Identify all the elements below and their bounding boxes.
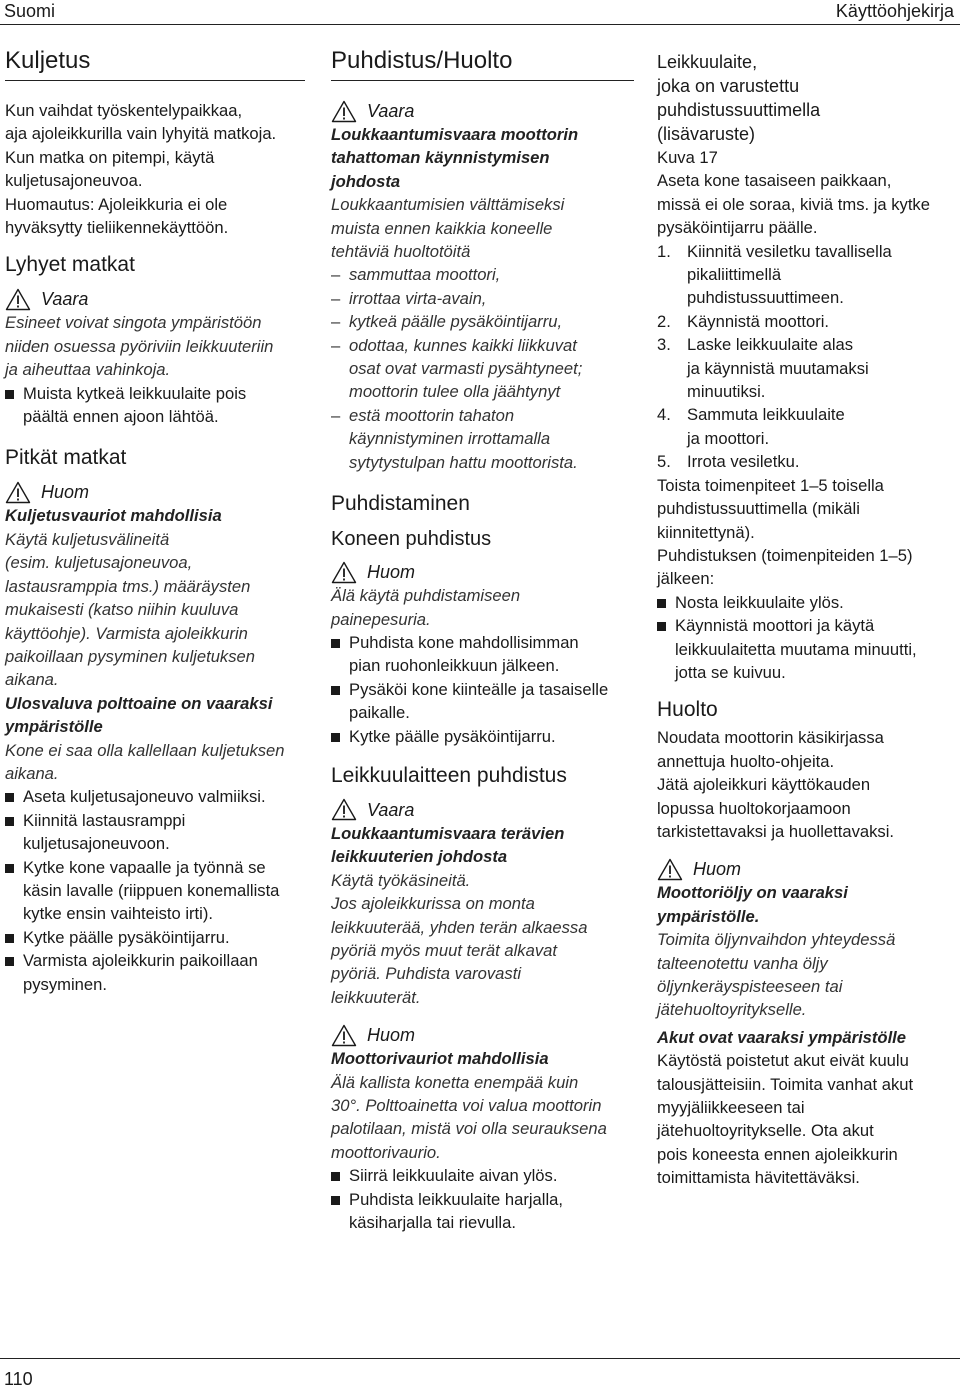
transport-bullets	[5, 785, 305, 996]
text-line: Varmista ajoleikkurin paikoillaan	[23, 951, 258, 971]
cleaning-bullets	[331, 631, 634, 748]
text-line: tehtäviä huoltotöitä	[331, 242, 471, 262]
fuel-warning-heading	[5, 692, 305, 739]
spacer	[657, 843, 960, 853]
text-line: ja moottori.	[687, 428, 770, 448]
text-line: jälkeen:	[657, 569, 715, 589]
text-line: Jos ajoleikkurissa on monta	[331, 894, 535, 914]
text-line: Loukkaantumisvaara moottorin	[331, 125, 579, 144]
section-title-cutter-nozzle	[657, 50, 960, 146]
text-line: Laske leikkuulaite alas	[687, 335, 854, 355]
text-line: Esineet voivat singota ympäristöön	[5, 313, 262, 333]
subsection-title-machine-cleaning: Koneen puhdistus	[331, 528, 492, 551]
text-line: Leikkuulaite,	[657, 52, 758, 72]
text-line: Huomautus: Ajoleikkuria ei ole	[5, 194, 228, 214]
list-item	[331, 404, 634, 474]
list-item	[331, 725, 634, 748]
step-text: Käynnistä moottori.	[687, 311, 830, 331]
note-label-cleaning	[331, 560, 634, 584]
maintenance-warning-heading	[331, 123, 634, 193]
list-item	[5, 785, 305, 808]
subsection-title-cleaning: Puhdistaminen	[331, 492, 470, 516]
list-item	[331, 263, 634, 286]
text-line: (esim. kuljetusajoneuvoa,	[5, 553, 193, 573]
text-line: Jätä ajoleikkuri käyttökauden	[657, 775, 871, 795]
note-label-text: Huom	[367, 1025, 416, 1046]
note-label-text: Huom	[693, 859, 742, 880]
engine-bullets	[331, 1164, 634, 1234]
battery-heading: Akut ovat vaaraksi ympäristölle	[657, 1027, 907, 1047]
subsection-title-cutter-cleaning: Leikkuulaitteen puhdistus	[331, 763, 567, 787]
text-line: pois koneesta ennen ajoleikkurin	[657, 1144, 898, 1164]
note-label-oil	[657, 857, 960, 881]
cleaning-note-text	[331, 584, 634, 631]
text-line: käsiharjalla tai rievulla.	[349, 1213, 516, 1233]
text-line: puhdistussuuttimella (mikäli	[657, 499, 860, 519]
text-line: Puhdista kone mahdollisimman	[349, 632, 579, 652]
engine-note-text	[331, 1071, 634, 1165]
spacer	[5, 428, 305, 438]
warning-triangle-icon	[331, 1024, 357, 1047]
text-line: leikkuulaitetta muutama minuutti,	[675, 639, 917, 659]
column-cleaning-maintenance	[331, 46, 634, 1234]
warning-label-maintenance	[331, 99, 634, 123]
text-line: jätehuoltoyritykselle. Ota akut	[657, 1121, 874, 1141]
text-line: talteenotettu vanha öljy	[657, 953, 828, 973]
list-item	[331, 678, 634, 725]
text-line: kytke ensin vaihteisto irti).	[23, 904, 213, 924]
text-line: pysäköintijarru päälle.	[657, 218, 818, 238]
text-line: aikana.	[5, 670, 59, 690]
note-label-long	[5, 480, 305, 504]
text-line: kytkeä päälle pysäköintijarru,	[349, 312, 563, 332]
text-line: joka on varustettu	[657, 76, 800, 96]
text-line: moottorin tulee olla jäähtynyt	[349, 382, 561, 402]
text-line: Pysäköi kone kiinteälle ja tasaiselle	[349, 679, 609, 699]
text-line: Kun matka on pitempi, käytä	[5, 147, 215, 167]
battery-text	[657, 1049, 960, 1189]
long-note-text	[5, 528, 305, 692]
step-number: 1.	[657, 241, 671, 261]
text-line: talousjätteisiin. Toimita vanhat akut	[657, 1074, 914, 1094]
text-line: (lisävaruste)	[657, 124, 756, 144]
step-number: 5.	[657, 452, 671, 472]
header-language: Suomi	[4, 1, 56, 21]
maintenance-warning-text	[331, 193, 634, 263]
oil-note-heading	[657, 881, 960, 928]
text-line: jotta se kuivuu.	[675, 662, 786, 682]
text-line: Sammuta leikkuulaite	[687, 405, 845, 425]
text-line: Loukkaantumisien välttämiseksi	[331, 195, 565, 215]
text-line: käynnistyminen irrottamalla	[349, 429, 551, 449]
text-line: ympäristölle.	[657, 906, 760, 926]
warning-label-text: Vaara	[367, 101, 415, 121]
maintenance-text	[657, 726, 960, 843]
column-transport	[5, 46, 305, 996]
note-label-text: Huom	[367, 562, 416, 583]
text-line: Muista kytkeä leikkuulaite pois	[23, 383, 247, 403]
warning-label-short	[5, 287, 305, 311]
step-text	[687, 403, 845, 450]
warning-triangle-icon	[5, 481, 31, 504]
text-line: Aseta kone tasaiseen paikkaan,	[657, 171, 892, 191]
cutter-warning-text	[331, 869, 634, 1009]
warning-triangle-icon	[5, 288, 31, 311]
text-line: palotilaan, mistä voi olla seurauksena	[331, 1119, 607, 1139]
page-number: 110	[4, 1369, 33, 1389]
text-line: toimittamista hävitettäväksi.	[657, 1168, 860, 1188]
text-line: Toista toimenpiteet 1–5 toisella	[657, 475, 884, 495]
section-title-transport: Kuljetus	[5, 46, 305, 81]
text-line: tahattoman käynnistymisen	[331, 148, 550, 168]
list-item	[657, 450, 960, 473]
text-line: johdosta	[331, 171, 401, 191]
text-line: aja ajoleikkurilla vain lyhyitä matkoja.	[5, 124, 277, 144]
page-header	[0, 0, 960, 25]
text-line: mukaisesti (katso niihin kuuluva	[5, 600, 239, 620]
text-line: kuljetusajoneuvoa.	[5, 171, 143, 191]
list-item	[331, 287, 634, 310]
text-line: Puhdistuksen (toimenpiteiden 1–5)	[657, 545, 913, 565]
text-line: muista ennen kaikkia koneelle	[331, 218, 553, 238]
text-line: päältä ennen ajoon lähtöä.	[23, 407, 219, 427]
list-item	[657, 591, 960, 614]
text-line: hyväksytty tieliikennekäyttöön.	[5, 218, 229, 238]
text-line: kiinnitettynä).	[657, 522, 755, 542]
cutter-nozzle-intro	[657, 169, 960, 239]
subsection-title-maintenance: Huolto	[657, 698, 718, 722]
list-item	[5, 809, 305, 856]
cleaning-steps	[657, 240, 960, 474]
text-line: Toimita öljynvaihdon yhteydessä	[657, 930, 896, 950]
text-line: odottaa, kunnes kaikki liikkuvat	[349, 335, 577, 355]
text-line: Kone ei saa olla kallellaan kuljetuksen	[5, 740, 285, 760]
short-warning-text	[5, 311, 305, 381]
after-cleaning-bullets	[657, 591, 960, 685]
text-line: 30°. Polttoainetta voi valua moottorin	[331, 1096, 602, 1115]
text-line: missä ei ole soraa, kiviä tms. ja kytke	[657, 194, 930, 214]
header-doc-type: Käyttöohjekirja	[835, 1, 954, 21]
page-footer-rule	[0, 1358, 960, 1359]
text-line: sytytystulpan hattu moottorista.	[349, 452, 578, 472]
text-line: leikkuuterät.	[331, 987, 421, 1007]
text-line: tarkistettavaksi ja huollettavaksi.	[657, 821, 895, 841]
engine-note-heading: Moottorivauriot mahdollisia	[331, 1049, 549, 1069]
text-line: pysyminen.	[23, 974, 107, 994]
maintenance-dash-list	[331, 263, 634, 474]
subsection-title-long-trips: Pitkät matkat	[5, 446, 127, 470]
text-line: kuljetusajoneuvoon.	[23, 834, 170, 854]
text-line: leikkuuterien johdosta	[331, 847, 508, 867]
text-line: pyöriä myös muut terät alkavat	[331, 940, 557, 960]
list-item	[657, 333, 960, 403]
figure-reference: Kuva 17	[657, 148, 718, 167]
text-line: Käytä työkäsineitä.	[331, 870, 471, 890]
text-line: Kytke päälle pysäköintijarru.	[23, 927, 230, 947]
list-item	[331, 1164, 634, 1187]
text-line: paikoillaan pysyminen kuljetuksen	[5, 646, 255, 666]
warning-triangle-icon	[331, 100, 357, 123]
spacer	[5, 239, 305, 245]
text-line: Älä käytä puhdistamiseen	[331, 586, 521, 606]
text-line: öljynkeräyspisteeseen tai	[657, 977, 843, 996]
text-line: niiden osuessa pyöriviin leikkuuteriin	[5, 336, 274, 356]
list-item	[657, 310, 960, 333]
list-item	[331, 631, 634, 678]
text-line: käyttöohje). Varmista ajoleikkurin	[5, 623, 248, 643]
text-line: annettuja huolto-ohjeita.	[657, 751, 835, 771]
text-line: leikkuuterää, yhden terän alkaessa	[331, 917, 588, 937]
list-item	[331, 310, 634, 333]
oil-note-text	[657, 928, 960, 1022]
text-line: Kytke kone vapaalle ja työnnä se	[23, 857, 266, 877]
list-item	[331, 334, 634, 404]
text-line: aikana.	[5, 763, 59, 783]
text-line: Älä kallista konetta enempää kuin	[331, 1072, 579, 1092]
step-number: 3.	[657, 335, 671, 355]
text-line: Aseta kuljetusajoneuvo valmiiksi.	[23, 787, 266, 807]
text-line: Käynnistä moottori ja käytä	[675, 616, 875, 636]
repeat-text	[657, 474, 960, 544]
warning-label-text: Vaara	[367, 799, 415, 820]
list-item	[657, 403, 960, 450]
note-label-engine	[331, 1023, 634, 1047]
text-line: ja käynnistä muutamaksi	[687, 358, 869, 378]
subsection-title-short-trips: Lyhyet matkat	[5, 253, 135, 277]
list-item	[331, 1188, 634, 1235]
list-item	[5, 856, 305, 926]
column-cutter-nozzle	[657, 50, 960, 1190]
warning-triangle-icon	[331, 561, 357, 584]
text-line: moottorivaurio.	[331, 1142, 441, 1162]
text-line: Moottoriöljy on vaaraksi	[657, 883, 848, 903]
step-number: 2.	[657, 311, 671, 331]
cutter-warning-heading	[331, 822, 634, 869]
text-line: myyjäliikkeeseen tai	[657, 1098, 805, 1118]
text-line: ympäristölle	[5, 717, 103, 737]
list-item	[657, 240, 960, 310]
step-text	[687, 240, 892, 310]
text-line: estä moottorin tahaton	[349, 405, 515, 425]
text-line: käsin lavalle (riippuen konemallista	[23, 880, 280, 900]
text-line: puhdistussuuttimella	[657, 100, 821, 120]
text-line: minuutiksi.	[687, 382, 766, 402]
text-line: Kun vaihdat työskentelypaikkaa,	[5, 101, 243, 120]
text-line: Siirrä leikkuulaite aivan ylös.	[349, 1166, 558, 1186]
after-cleaning-text	[657, 544, 960, 591]
warning-label-text: Vaara	[41, 289, 89, 310]
step-number: 4.	[657, 405, 671, 425]
list-item	[5, 382, 305, 429]
step-text: Irrota vesiletku.	[687, 452, 800, 472]
step-text	[687, 333, 869, 403]
text-line: Puhdista leikkuulaite harjalla,	[349, 1189, 564, 1209]
text-line: sammuttaa moottori,	[349, 265, 501, 285]
text-line: Kiinnitä lastausramppi	[23, 810, 186, 830]
text-line: Käytä kuljetusvälineitä	[5, 529, 170, 549]
list-item	[5, 926, 305, 949]
list-item	[657, 614, 960, 684]
warning-triangle-icon	[657, 858, 683, 881]
text-line: puhdistussuuttimeen.	[687, 288, 844, 308]
spacer	[331, 1009, 634, 1019]
transport-intro	[5, 99, 305, 239]
text-line: jätehuoltoyritykselle.	[657, 1000, 807, 1020]
text-line: irrottaa virta-avain,	[349, 288, 487, 308]
short-bullets	[5, 382, 305, 429]
list-item	[5, 949, 305, 996]
text-line: osat ovat varmasti pysähtyneet;	[349, 359, 583, 379]
long-note-heading: Kuljetusvauriot mahdollisia	[5, 506, 222, 526]
warning-label-cutter	[331, 798, 634, 822]
text-line: Noudata moottorin käsikirjassa	[657, 728, 884, 748]
text-line: lopussa huoltokorjaamoon	[657, 798, 851, 818]
text-line: painepesuria.	[331, 609, 431, 629]
text-line: Kiinnitä vesiletku tavallisella	[687, 241, 892, 261]
text-line: Ulosvaluva polttoaine on vaaraksi	[5, 693, 273, 713]
note-label-text: Huom	[41, 482, 90, 503]
text-line: Nosta leikkuulaite ylös.	[675, 592, 844, 612]
text-line: Käytöstä poistetut akut eivät kuulu	[657, 1051, 909, 1071]
text-line: pyöriä. Puhdista varovasti	[331, 964, 522, 984]
text-line: Kytke päälle pysäköintijarru.	[349, 726, 556, 746]
text-line: pian ruohonleikkuun jälkeen.	[349, 656, 560, 676]
text-line: paikalle.	[349, 703, 410, 723]
text-line: ja aiheuttaa vahinkoja.	[5, 360, 171, 380]
text-line: Loukkaantumisvaara terävien	[331, 823, 565, 843]
fuel-warning-text	[5, 739, 305, 786]
section-title-cleaning-maintenance: Puhdistus/Huolto	[331, 46, 634, 81]
text-line: pikaliittimellä	[687, 265, 782, 285]
text-line: lastausramppia tms.) määräysten	[5, 576, 251, 596]
warning-triangle-icon	[331, 798, 357, 821]
